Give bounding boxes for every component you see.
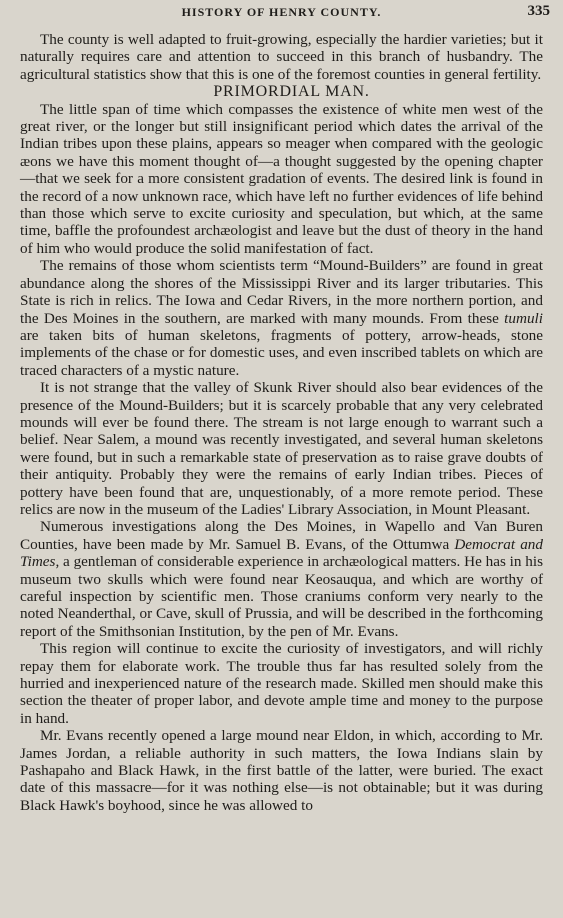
paragraph-mound-text-a: The remains of those whom scientists term “Mound-Builders” are found in great abundance along the shores of the Mississippi River and its larger tributaries. This State is rich in relics. The Iowa and Cedar Rivers, in the more northern portion, and the Des Moines in the southern, are marked with many mounds. From these [20,257,543,327]
paragraph-primordial: The little span of time which compasses the existence of white men west of the great river, or the longer but still insignificant period which dates the arrival of the Indian tribes upon these plains, appears so meager when compared with the geologic æons we have this moment thought of—a thought suggested by the opening chapter—that we seek for a more consistent gradation of events. The desired link is found in the record of a now unknown race, which have left no further evidences of life behind than those which serve to excite curiosity and speculation, but which, at the same time, baffle the profoundest archæologist and leave but the dust of theory in the hand of him who would produce the solid manifestation of fact. [20,100,543,257]
paragraph-evans-text-a: Numerous investigations along the Des Moines, in Wapello and Van Buren Counties, have been made by Mr. Samuel B. Evans, of the Ottumwa [20,518,543,553]
section-title: PRIMORDIAL MAN. [213,83,370,101]
paragraph-des-moines [20,518,543,640]
intro-paragraph: The county is well adapted to fruit-growing, especially the hardier varieties; but it naturally requires care and attention to succeed in this branch of husbandry. The agricultural statistics show that this is one of the foremost counties in general fertility. [20,31,543,83]
paragraph-evans-italic: Democrat and Times [20,535,543,571]
paragraph-region: This region will continue to excite the curiosity of investigators, and will richly repay them for elaborate work. The trouble thus far has resulted solely from the hurried and inexperienced nature of the research made. Skilled men should make this section the theater of proper labor, and devote ample time and money to the purpose in hand. [20,640,543,727]
running-title: HISTORY OF HENRY COUNTY. [181,5,382,19]
paragraph-mound-text-b: are taken bits of human skeletons, fragments of pottery, arrow-heads, stone implements of the chase or for domestic uses, and even inscribed tablets on which are traced characters of a mystic nature. [20,326,543,379]
paragraph-skunk-river: It is not strange that the valley of Skunk River should also bear evidences of the presence of the Mound-Builders; but it is scarcely probable that any very celebrated mounds will ever be found there. The stream is not large enough to warrant such a belief. Near Salem, a mound was recently investigated, and several human skeletons were found, but in such a remarkable state of preservation as to raise grave doubts of their antiquity. Probably they were the remains of early Indian tribes. Pieces of pottery have been found that are, unquestionably, of a more remote period. These relics are now in the museum of the Ladies' Library Association, in Mount Pleasant. [20,379,543,518]
page-body [20,31,543,814]
paragraph-evans-text-b: , a gentleman of considerable experience in archæological matters. He has in his museum two skulls which were found near Keosauqua, and which are worthy of careful inspection by scientific men. Those craniums conform very nearly to the noted Neanderthal, or Cave, skull of Prussia, and will be described in the forthcoming report of the Smithsonian Institution, by the pen of Mr. Evans. [20,553,543,640]
page-number: 335 [527,3,550,19]
paragraph-mound-builders [20,257,543,379]
paragraph-eldon-mound: Mr. Evans recently opened a large mound near Eldon, in which, according to Mr. James Jordan, a reliable authority in such matters, the Iowa Indians slain by Pashapaho and Black Hawk, in the first battle of the latter, were buried. The exact date of this massacre—for it was nothing else—is not obtainable; but it was during Black Hawk's boyhood, since he was allowed to [20,727,543,814]
running-head [0,3,563,23]
paragraph-mound-italic: tumuli [504,309,543,327]
